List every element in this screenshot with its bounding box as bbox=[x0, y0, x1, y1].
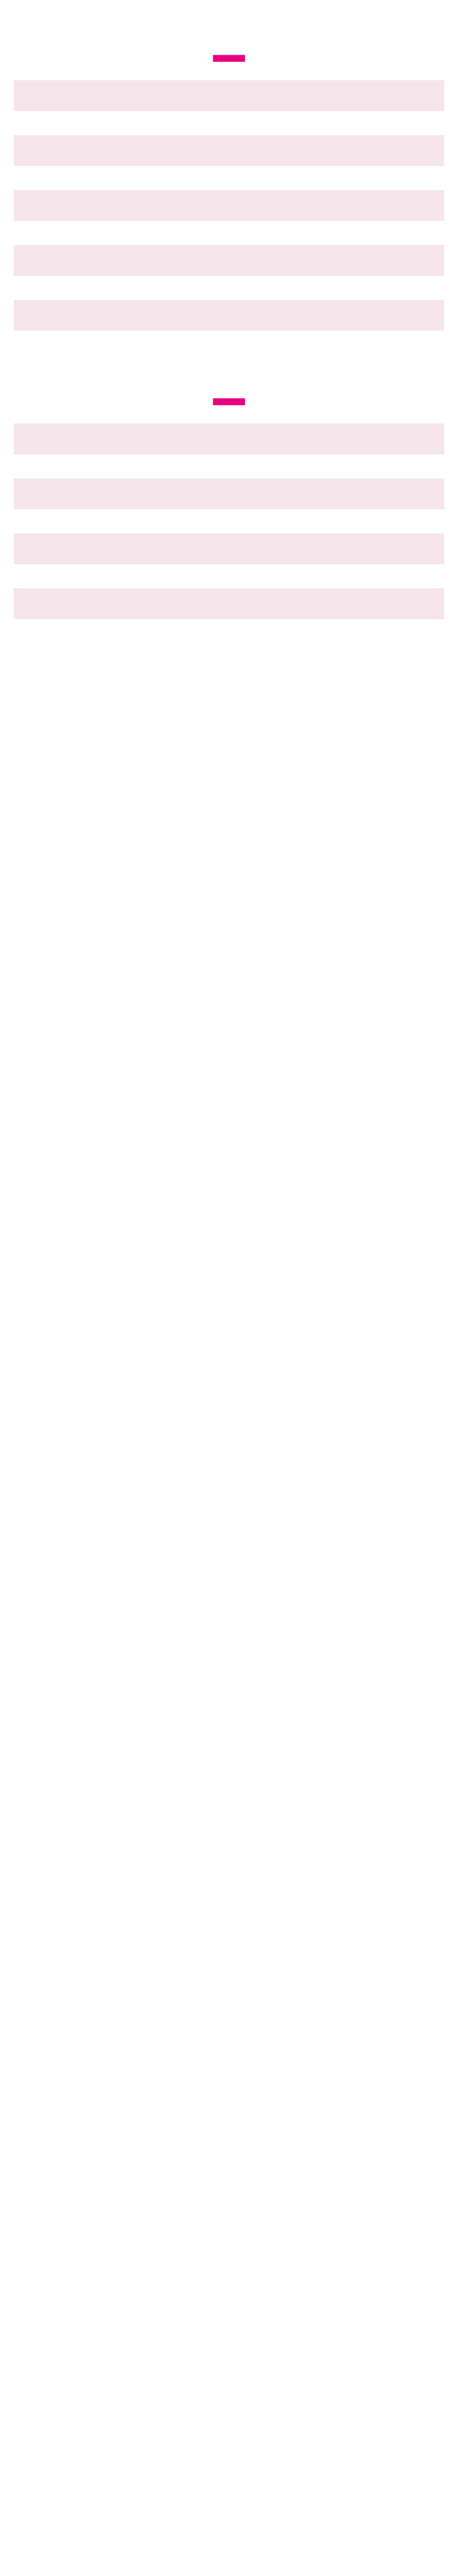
subsection-heading-band bbox=[14, 190, 444, 221]
section-heading-band bbox=[14, 45, 444, 72]
subsection-heading-band bbox=[14, 533, 444, 564]
subsection-heading-band bbox=[14, 300, 444, 331]
section-heading bbox=[213, 398, 245, 405]
subsection-heading-band bbox=[14, 478, 444, 509]
subsection-heading-band bbox=[14, 245, 444, 276]
subsection-heading-band bbox=[14, 588, 444, 619]
subsection-heading-band bbox=[14, 80, 444, 111]
ward-table bbox=[14, 25, 444, 37]
document-content bbox=[14, 9, 444, 635]
section-heading-band bbox=[14, 388, 444, 416]
ward-table bbox=[14, 363, 444, 380]
section-heading bbox=[213, 55, 245, 62]
subsection-heading-band bbox=[14, 135, 444, 166]
subsection-heading-band bbox=[14, 424, 444, 454]
